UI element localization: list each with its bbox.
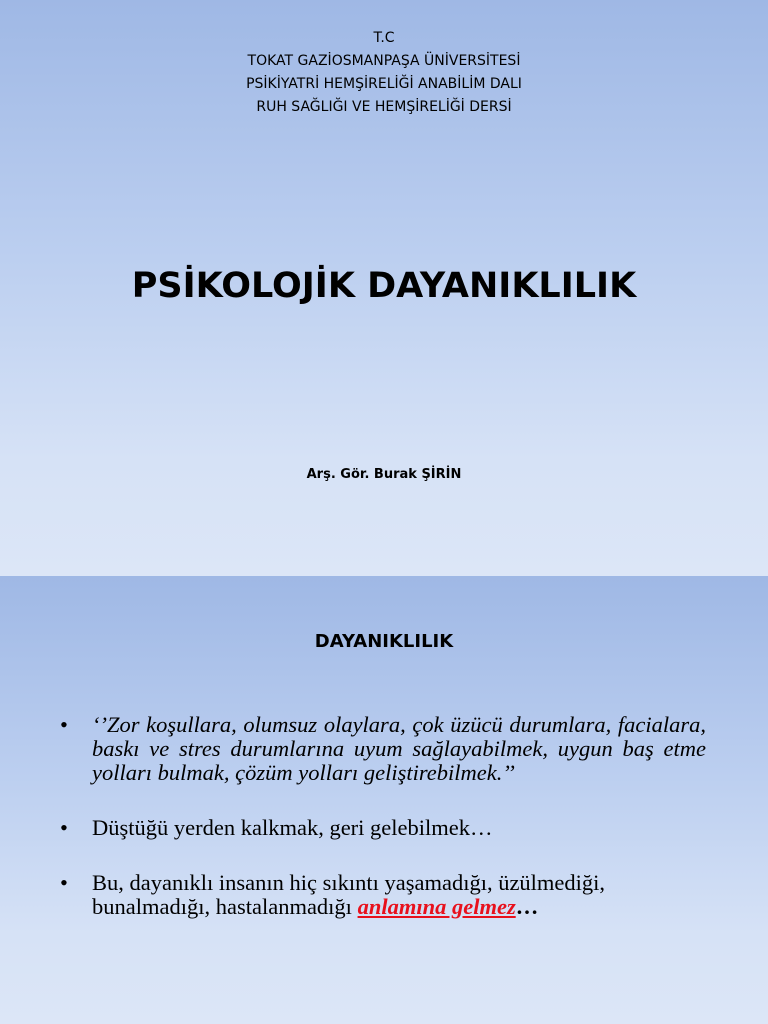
header-line: RUH SAĞLIĞI VE HEMŞİRELİĞİ DERSİ [256, 99, 512, 115]
presentation-title: PSİKOLOJİK DAYANIKLILIK [131, 266, 637, 306]
bullet-text: Düştüğü yerden kalkmak, geri gelebilmek… [92, 815, 493, 840]
list-item [60, 816, 706, 840]
header-line: PSİKİYATRİ HEMŞİRELİĞİ ANABİLİM DALI [246, 76, 522, 92]
header-line: TOKAT GAZİOSMANPAŞA ÜNİVERSİTESİ [247, 53, 521, 69]
definition-quote: ‘’Zor koşullara, olumsuz olaylara, çok üzücü durumlara, facialara, baskı ve stres durumlarına uyum sağlayabilmek, uygun baş etme yolları bulmak, çözüm yolları geliştirebilmek.’’ [92, 712, 706, 785]
header-line: T.C [373, 30, 395, 46]
slide-heading: DAYANIKLILIK [314, 631, 454, 652]
author-name: Arş. Gör. Burak ŞİRİN [306, 467, 462, 482]
list-item [60, 713, 706, 785]
ellipsis-text: … [515, 894, 539, 919]
bullet-icon: • [60, 815, 68, 840]
institution-header [0, 27, 768, 119]
list-item [60, 871, 706, 919]
bullet-icon: • [60, 712, 68, 737]
bullet-text-container [92, 871, 706, 919]
emphasis-text: anlamına gelmez [357, 894, 516, 919]
bullet-icon: • [60, 870, 68, 895]
bullet-list [60, 713, 706, 950]
bullet-text: Bu, dayanıklı insanın hiç sıkıntı yaşamadığı, üzülmediği, bunalmadığı, hastalanmadığı [92, 870, 606, 919]
content-slide [0, 576, 768, 1024]
